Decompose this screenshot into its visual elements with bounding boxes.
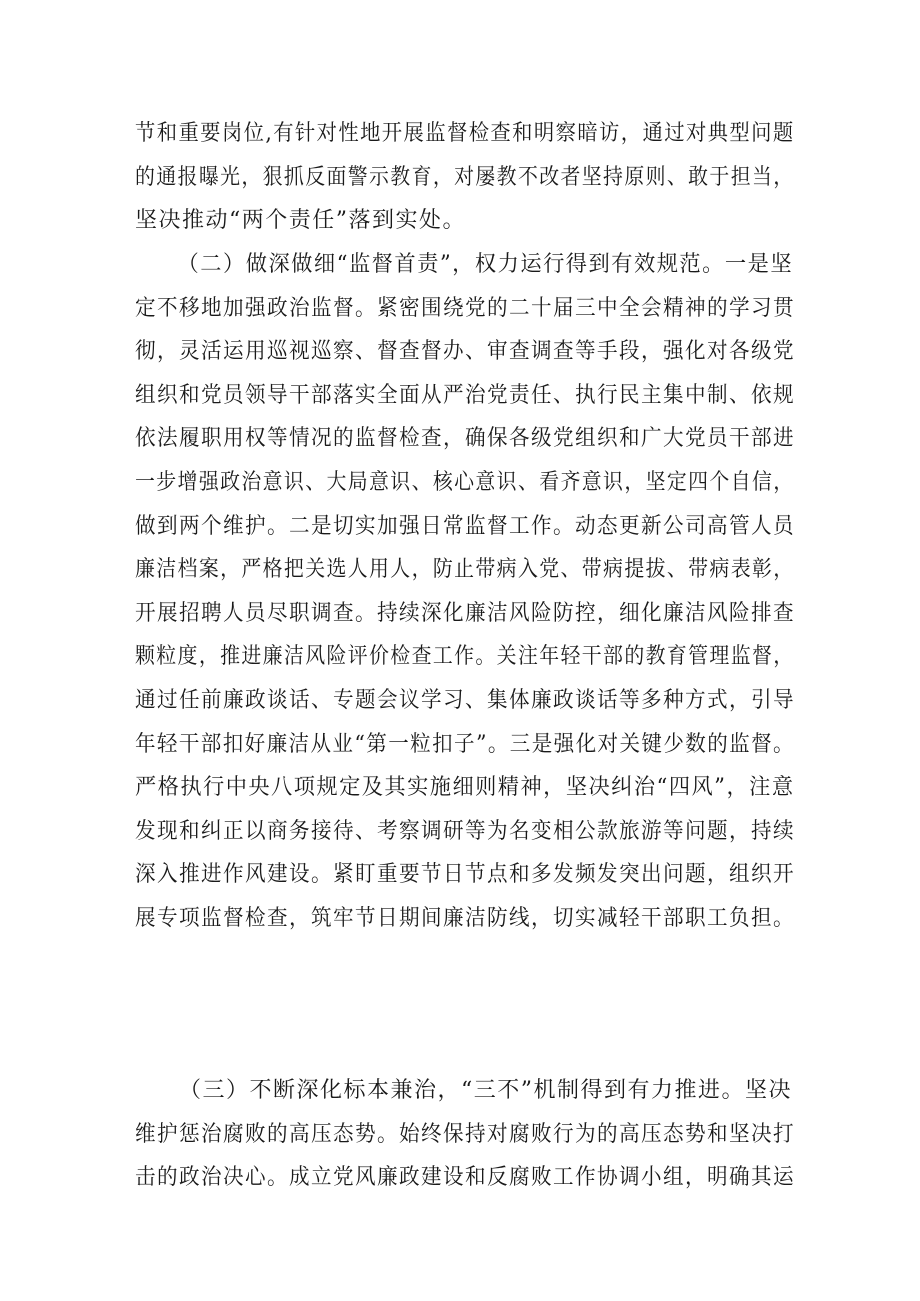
paragraph-2-line: 彻，灵活运用巡视巡察、督查督办、审查调查等手段，强化对各级党 — [135, 339, 796, 365]
paragraph-2-line: 通过任前廉政谈话、专题会议学习、集体廉政谈话等多种方式，引导 — [135, 687, 796, 713]
paragraph-3-line: 击的政治决心。成立党风廉政建设和反腐败工作协调小组，明确其运 — [135, 1165, 796, 1191]
paragraph-2-line: 深入推进作风建设。紧盯重要节日节点和多发频发突出问题，组织开 — [135, 862, 796, 888]
paragraph-2-line: 开展招聘人员尽职调查。持续深化廉洁风险防控，细化廉洁风险排查 — [135, 600, 796, 626]
paragraph-2-line: 展专项监督检查，筑牢节日期间廉洁防线，切实减轻干部职工负担。 — [135, 905, 796, 931]
paragraph-2-line: （二）做深做细“监督首责”，权力运行得到有效规范。一是坚 — [177, 252, 794, 277]
paragraph-2 — [135, 243, 795, 941]
paragraph-2-line: 严格执行中央八项规定及其实施细则精神，坚决纠治“四风”，注意 — [135, 775, 795, 801]
paragraph-1 — [135, 112, 795, 243]
paragraph-2-line: 一步增强政治意识、大局意识、核心意识、看齐意识，坚定四个自信， — [135, 469, 795, 495]
paragraph-1-line: 节和重要岗位,有针对性地开展监督检查和明察暗访，通过对典型问题 — [135, 121, 795, 146]
paragraph-2-line: 组织和党员领导干部落实全面从严治党责任、执行民主集中制、依规 — [135, 382, 796, 408]
paragraph-1-line: 坚决推动“两个责任”落到实处。 — [135, 208, 466, 234]
paragraph-2-line: 廉洁档案，严格把关选人用人，防止带病入党、带病提拔、带病表彰， — [135, 557, 795, 583]
paragraph-1-line: 的通报曝光，狠抓反面警示教育，对屡教不改者坚持原则、敢于担当， — [135, 164, 795, 190]
paragraph-2-line: 做到两个维护。二是切实加强日常监督工作。动态更新公司高管人员 — [135, 513, 796, 539]
paragraph-2-line: 定不移地加强政治监督。紧密围绕党的二十届三中全会精神的学习贯 — [135, 295, 796, 321]
paragraph-2-line: 颗粒度，推进廉洁风险评价检查工作。关注年轻干部的教育管理监督， — [135, 644, 795, 670]
paragraph-3-line: 维护惩治腐败的高压态势。始终保持对腐败行为的高压态势和坚决打 — [135, 1121, 796, 1147]
paragraph-2-line: 年轻干部扣好廉洁从业“第一粒扣子”。三是强化对关键少数的监督。 — [135, 731, 795, 757]
paragraph-3-line: （三）不断深化标本兼治，“三不”机制得到有力推进。坚决 — [179, 1078, 792, 1103]
paragraph-3 — [135, 1069, 795, 1200]
paragraph-2-line: 依法履职用权等情况的监督检查，确保各级党组织和广大党员干部进 — [135, 426, 796, 452]
paragraph-2-line: 发现和纠正以商务接待、考察调研等为名变相公款旅游等问题，持续 — [135, 818, 796, 844]
